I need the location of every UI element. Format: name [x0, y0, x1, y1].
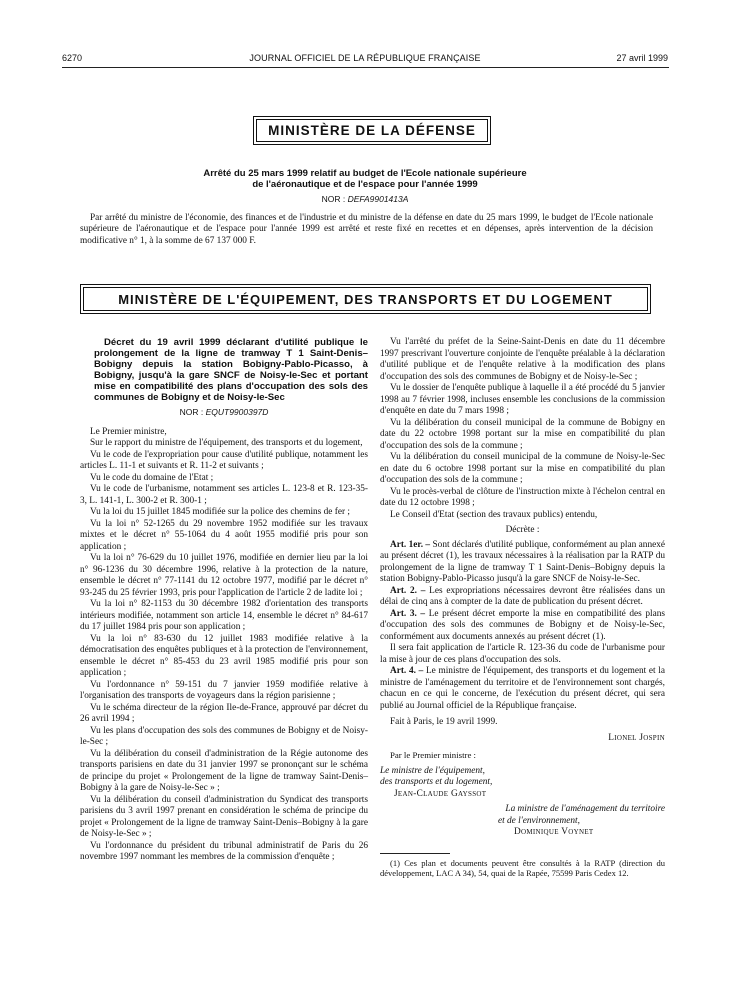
left-column	[80, 337, 368, 864]
arrete-title-line1: Arrêté du 25 mars 1999 relatif au budget de l'Ecole nationale supérieure	[203, 168, 527, 179]
par-premier-ministre: Par le Premier ministre :	[390, 750, 476, 760]
journal-title: JOURNAL OFFICIEL DE LA RÉPUBLIQUE FRANÇAISE	[249, 53, 481, 63]
article-3	[380, 609, 665, 644]
visa-paragraph: Vu la loi n° 83-630 du 12 juillet 1983 modifiée relative à la démocratisation des enquêtes publiques et à la protection de l'environnement, ensemble le décret n° 85-453 du 23 avril 1985 modifié pris pour son application ;	[80, 633, 368, 678]
visa-paragraph: Vu la délibération du conseil d'administration de la Régie autonome des transports parisiens en date du 31 janvier 1997 se prononçant sur le schéma de principe du projet « Prolongement de la ligne de tramway Saint-Denis–Bobigny à la gare de Noisy-le-Sec » ;	[80, 748, 368, 793]
arrete-body: Par arrêté du ministre de l'économie, des finances et de l'industrie et du ministre de la défense en date du 25 mars 1999, le budget de l'Ecole nationale supérieure de l'aéronautique et de l'espace pour l'année 1999 est arrêté et reste fixé en recettes et en dépenses, après intervention de la décision modificative n° 1, à la somme de 67 137 000 F.	[80, 213, 653, 246]
ministry-equipment-title: MINISTÈRE DE L'ÉQUIPEMENT, DES TRANSPORTS ET DU LOGEMENT	[83, 287, 648, 311]
page-number: 6270	[62, 53, 83, 63]
decret-nor	[80, 407, 368, 419]
ministry-defense-title: MINISTÈRE DE LA DÉFENSE	[256, 119, 488, 142]
visa-paragraph: Vu le procès-verbal de clôture de l'instruction mixte à l'échelon central en date du 12 octobre 1998 ;	[380, 486, 665, 508]
visa-paragraph: Vu la délibération du conseil municipal de la commune de Noisy-le-Sec en date du 6 octobre 1998 portant sur la mise en compatibilité du plan d'occupation des sols de la commune ;	[380, 452, 665, 485]
visa-paragraph: Le Conseil d'Etat (section des travaux publics) entendu,	[390, 509, 598, 520]
visa-paragraph: Vu le schéma directeur de la région Ile-de-France, approuvé par décret du 26 avril 1994 ;	[80, 702, 368, 724]
minister-equipment-line2: des transports et du logement,	[380, 777, 493, 787]
signatory-prime-minister: Lionel Jospin	[608, 732, 665, 743]
header-divider	[62, 67, 669, 68]
article-label: Art. 1er. –	[390, 539, 431, 550]
minister-equipment-line1: Le ministre de l'équipement,	[380, 765, 485, 776]
article-text: Le présent décret emporte la mise en compatibilité des plans d'occupation des sols des communes de Bobigny et de Noisy-le-Sec, conformément aux documents annexés au présent décret (1).	[380, 608, 665, 642]
visa-paragraph: Vu l'ordonnance du président du tribunal administratif de Paris du 26 novembre 1997 nommant les membres de la commission d'enquête ;	[80, 840, 368, 862]
arrete-nor	[110, 194, 620, 204]
visa-paragraph: Vu le code de l'urbanisme, notamment ses articles L. 123-8 et R. 123-35-3, L. 141-1, L. 300-2 et R. 300-1 ;	[80, 484, 368, 506]
nor-code: DEFA9901413A	[347, 194, 409, 204]
ministry-defense-box	[253, 116, 491, 145]
minister-environment-line2: et de l'environnement,	[498, 815, 580, 826]
nor-code: EQUT9900397D	[205, 407, 269, 417]
visa-paragraph: Vu la loi du 15 juillet 1845 modifiée sur la police des chemins de fer ;	[90, 507, 350, 517]
arrete-title-line2: de l'aéronautique et de l'espace pour l'année 1999	[252, 179, 478, 190]
signatory-environment: Dominique Voynet	[514, 827, 594, 837]
article-label: Art. 4. –	[390, 666, 424, 676]
visa-paragraph: Vu la loi n° 52-1265 du 29 novembre 1952 modifiée sur les travaux mixtes et le décret n° 55-1064 du 4 août 1955 modifié pris pour son application ;	[80, 518, 368, 552]
signatory-equipment: Jean-Claude Gayssot	[394, 788, 487, 799]
article-label: Art. 3. –	[390, 608, 426, 619]
footnote: (1) Ces plan et documents peuvent être consultés à la RATP (direction du développement, LAC A 34), 54, quai de la Rapée, 75599 Paris Cedex 12.	[380, 857, 665, 878]
visa-paragraph: Sur le rapport du ministre de l'équipement, des transports et du logement,	[90, 438, 363, 448]
article-text: Le ministre de l'équipement, des transports et du logement et la ministre de l'aménagement du territoire et de l'environnement sont chargés, chacun en ce qui le concerne, de l'exécution du présent décret, qui sera publié au Journal officiel de la République française.	[380, 666, 666, 711]
nor-label: NOR :	[321, 194, 346, 204]
issue-date: 27 avril 1999	[616, 53, 668, 63]
minister-environment-line1: La ministre de l'aménagement du territoire	[505, 804, 665, 814]
visa-paragraph: Vu le code de l'expropriation pour cause d'utilité publique, notamment les articles L. 11-1 et suivants et R. 11-2 et suivants ;	[80, 449, 368, 471]
footnote-divider	[380, 853, 450, 854]
article-3-continued: Il sera fait application de l'article R. 123-36 du code de l'urbanisme pour la mise à jour de ces plans d'occupation des sols.	[380, 643, 665, 665]
visa-paragraph: Vu les plans d'occupation des sols des communes de Bobigny et de Noisy-le-Sec ;	[80, 725, 368, 747]
visa-paragraph: Vu l'arrêté du préfet de la Seine-Saint-Denis en date du 11 décembre 1997 prescrivant l'ouverture conjointe de l'enquête préalable à la déclaration d'utilité publique et de l'enquête relative à la modification des plans d'occupation des sols des communes de Bobigny et de Noisy-le-Sec ;	[380, 337, 665, 382]
visa-paragraph: Vu la délibération du conseil d'administration du Syndicat des transports parisiens du 3 avril 1997 prenant en considération le schéma de principe du projet « Prolongement de la ligne de tramway Saint-Denis–Bobigny à la gare de Noisy-le-Sec » ;	[80, 794, 368, 839]
visa-paragraph: Vu le code du domaine de l'Etat ;	[90, 472, 214, 483]
visa-paragraph: Le Premier ministre,	[90, 426, 167, 437]
visa-paragraph: Vu la loi n° 82-1153 du 30 décembre 1982 d'orientation des transports intérieurs modifiée, notamment son article 14, ensemble le décret n° 84-617 du 17 juillet 1984 pris pour son application ;	[80, 599, 368, 632]
visa-paragraph: Vu le dossier de l'enquête publique à laquelle il a été procédé du 5 janvier 1998 au 7 février 1998, incluses ensemble les conclusions de la commission d'enquête en date du 7 mars 1998 ;	[380, 383, 665, 416]
visa-paragraph: Vu la délibération du conseil municipal de la commune de Bobigny en date du 22 octobre 1998 portant sur la mise en compatibilité du plan d'occupation des sols de la commune ;	[380, 417, 665, 451]
visa-paragraph: Vu l'ordonnance n° 59-151 du 7 janvier 1959 modifiée relative à l'organisation des transports de voyageurs dans la région parisienne ;	[80, 679, 368, 701]
article-text: Sont déclarés d'utilité publique, conformément au plan annexé au présent décret (1), les travaux nécessaires à la réalisation par la RATP du prolongement de la ligne de tramway T 1 Saint-Denis–Bobigny depuis la station Bobigny-Pablo-Picasso jusqu'à la gare SNCF de Noisy-le-Sec.	[380, 539, 665, 584]
ministry-equipment-box	[80, 284, 651, 314]
article-2	[380, 586, 665, 609]
right-column	[380, 337, 665, 878]
article-1	[380, 540, 665, 586]
article-text: Les expropriations nécessaires devront être réalisées dans un délai de cinq ans à compter de la date de publication du présent décret.	[380, 585, 665, 607]
decrete-heading: Décrète :	[505, 525, 540, 535]
visa-paragraph: Vu la loi n° 76-629 du 10 juillet 1976, modifiée en dernier lieu par la loi n° 96-1236 du 30 décembre 1996, relative à la protection de la nature, ensemble le décret n° 77-1141 du 12 octobre 1977, modifié par le décret n° 93-245 du 25 février 1993, pris pour l'application de l'article 2 de ladite loi ;	[80, 553, 368, 598]
decret-title: Décret du 19 avril 1999 déclarant d'utilité publique le prolongement de la ligne de tramway T 1 Saint-Denis–Bobigny depuis la station Bobigny-Pablo-Picasso, à Bobigny, jusqu'à la gare SNCF de Noisy-le-Sec et portant mise en compatibilité des plans d'occupation des sols des communes de Bobigny et de Noisy-le-Sec	[94, 337, 368, 403]
article-label: Art. 2. –	[390, 585, 426, 596]
page-header	[62, 53, 668, 67]
done-at: Fait à Paris, le 19 avril 1999.	[390, 717, 498, 727]
arrete-title	[110, 168, 620, 190]
article-4	[380, 666, 665, 712]
nor-label: NOR :	[179, 407, 204, 417]
